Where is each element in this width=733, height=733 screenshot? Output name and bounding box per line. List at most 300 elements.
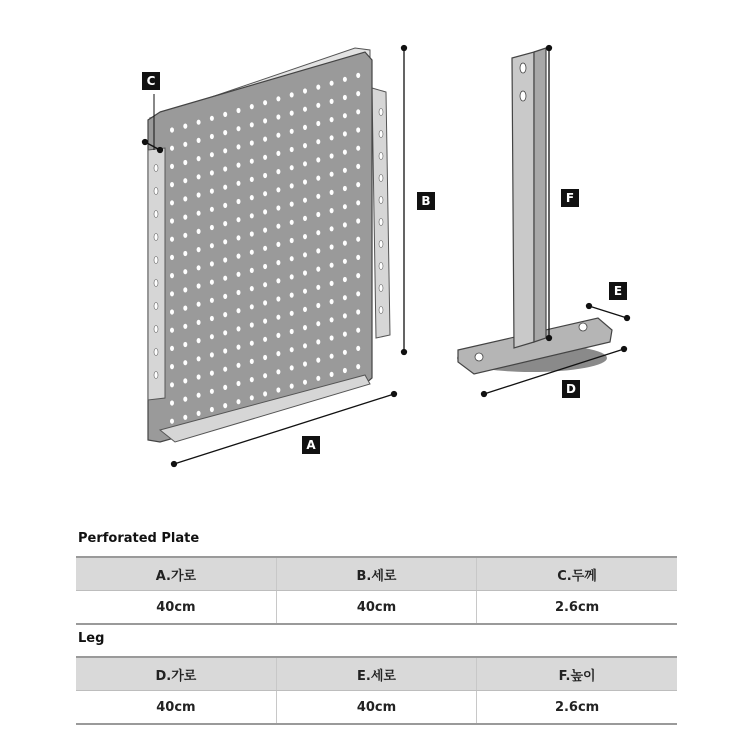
- plate-hole: [290, 165, 294, 170]
- plate-hole: [356, 346, 360, 351]
- plate-hole: [183, 196, 187, 201]
- plate-hole: [276, 224, 280, 229]
- header-cell-a: A.가로: [76, 557, 276, 591]
- plate-hole: [276, 133, 280, 138]
- plate-hole: [330, 372, 334, 377]
- plate-hole: [237, 254, 241, 259]
- plate-hole: [343, 241, 347, 246]
- plate-hole: [210, 371, 214, 376]
- plate-hole: [303, 234, 307, 239]
- plate-hole: [343, 131, 347, 136]
- plate-hole: [263, 355, 267, 360]
- plate-hole: [223, 294, 227, 299]
- plate-hole: [263, 155, 267, 160]
- plate-hole: [343, 204, 347, 209]
- plate-hole: [197, 229, 201, 234]
- plate-hole: [250, 231, 254, 236]
- plate-hole: [316, 139, 320, 144]
- plate-hole: [250, 140, 254, 145]
- plate-hole: [210, 189, 214, 194]
- plate-hole: [197, 374, 201, 379]
- plate-hole: [290, 238, 294, 243]
- plate-hole: [276, 315, 280, 320]
- plate-hole: [237, 290, 241, 295]
- plate-hole: [276, 242, 280, 247]
- plate-hole: [356, 127, 360, 132]
- plate-hole: [290, 92, 294, 97]
- plate-hole: [170, 364, 174, 369]
- plate-hole: [237, 126, 241, 131]
- plate-hole: [210, 261, 214, 266]
- plate-hole: [276, 369, 280, 374]
- header-cell-e: E.세로: [276, 657, 476, 691]
- plate-hole: [276, 96, 280, 101]
- plate-hole: [263, 209, 267, 214]
- svg-text:C: C: [146, 74, 156, 88]
- plate-hole: [276, 205, 280, 210]
- plate-hole: [183, 251, 187, 256]
- plate-hole: [223, 348, 227, 353]
- plate-hole: [250, 159, 254, 164]
- plate-hole: [356, 328, 360, 333]
- plate-hole: [330, 226, 334, 231]
- plate-hole: [183, 397, 187, 402]
- plate-hole: [250, 104, 254, 109]
- plate-hole: [263, 173, 267, 178]
- plate-hole: [223, 367, 227, 372]
- plate-hole: [316, 230, 320, 235]
- flange-slot: [379, 219, 383, 226]
- flange-slot: [154, 349, 158, 356]
- plate-hole: [343, 277, 347, 282]
- svg-text:E: E: [613, 284, 623, 298]
- plate-hole: [303, 125, 307, 130]
- plate-hole: [183, 342, 187, 347]
- plate-hole: [237, 399, 241, 404]
- plate-spec-table: [76, 556, 677, 625]
- plate-hole: [223, 330, 227, 335]
- leg-illustration: [457, 48, 612, 374]
- leg-spec-table: [76, 656, 677, 725]
- plate-hole: [210, 170, 214, 175]
- plate-hole: [170, 182, 174, 187]
- plate-hole: [210, 152, 214, 157]
- plate-hole: [250, 250, 254, 255]
- plate-hole: [316, 121, 320, 126]
- plate-hole: [210, 134, 214, 139]
- plate-hole: [223, 148, 227, 153]
- plate-hole: [170, 346, 174, 351]
- plate-hole: [356, 182, 360, 187]
- plate-hole: [303, 343, 307, 348]
- plate-hole: [316, 285, 320, 290]
- plate-hole: [356, 109, 360, 114]
- plate-hole: [276, 187, 280, 192]
- label-f: [561, 189, 579, 207]
- plate-hole: [290, 183, 294, 188]
- plate-hole: [237, 272, 241, 277]
- plate-hole: [223, 239, 227, 244]
- plate-hole: [210, 407, 214, 412]
- plate-hole: [276, 151, 280, 156]
- plate-hole: [237, 363, 241, 368]
- plate-hole: [303, 107, 307, 112]
- plate-hole: [250, 213, 254, 218]
- plate-hole: [356, 364, 360, 369]
- plate-hole: [250, 322, 254, 327]
- plate-hole: [303, 307, 307, 312]
- plate-hole: [303, 361, 307, 366]
- plate-hole: [343, 150, 347, 155]
- plate-hole: [237, 326, 241, 331]
- plate-hole: [343, 113, 347, 118]
- plate-hole: [197, 302, 201, 307]
- plate-hole: [303, 88, 307, 93]
- plate-hole: [223, 257, 227, 262]
- plate-hole: [250, 341, 254, 346]
- table-header-row: [76, 557, 677, 591]
- plate-hole: [303, 289, 307, 294]
- plate-section-title: Perforated Plate: [78, 531, 200, 546]
- plate-hole: [223, 112, 227, 117]
- plate-hole: [343, 186, 347, 191]
- plate-hole: [237, 181, 241, 186]
- plate-hole: [197, 393, 201, 398]
- plate-hole: [263, 100, 267, 105]
- plate-hole: [183, 215, 187, 220]
- plate-hole: [330, 117, 334, 122]
- plate-hole: [356, 273, 360, 278]
- plate-hole: [250, 286, 254, 291]
- plate-hole: [210, 389, 214, 394]
- plate-hole: [197, 156, 201, 161]
- plate-hole: [330, 354, 334, 359]
- plate-hole: [343, 77, 347, 82]
- plate-hole: [223, 203, 227, 208]
- plate-hole: [250, 395, 254, 400]
- plate-hole: [197, 356, 201, 361]
- plate-hole: [343, 95, 347, 100]
- plate-hole: [197, 265, 201, 270]
- plate-hole: [330, 263, 334, 268]
- plate-hole: [210, 316, 214, 321]
- header-cell-c: C.두께: [477, 557, 677, 591]
- plate-hole: [290, 129, 294, 134]
- plate-hole: [330, 99, 334, 104]
- plate-hole: [330, 208, 334, 213]
- plate-hole: [290, 111, 294, 116]
- flange-slot: [154, 188, 158, 195]
- plate-hole: [250, 359, 254, 364]
- plate-hole: [183, 287, 187, 292]
- plate-hole: [316, 358, 320, 363]
- plate-hole: [197, 411, 201, 416]
- plate-hole: [303, 179, 307, 184]
- plate-hole: [330, 135, 334, 140]
- plate-hole: [356, 164, 360, 169]
- plate-hole: [183, 324, 187, 329]
- plate-hole: [237, 235, 241, 240]
- plate-hole: [290, 256, 294, 261]
- plate-hole: [263, 228, 267, 233]
- plate-hole: [356, 218, 360, 223]
- flange-slot: [154, 165, 158, 172]
- plate-hole: [237, 144, 241, 149]
- plate-hole: [223, 130, 227, 135]
- plate-hole: [223, 403, 227, 408]
- plate-hole: [237, 199, 241, 204]
- plate-hole: [343, 313, 347, 318]
- plate-hole: [356, 237, 360, 242]
- plate-hole: [237, 163, 241, 168]
- plate-hole: [197, 247, 201, 252]
- plate-hole: [237, 217, 241, 222]
- plate-hole: [183, 160, 187, 165]
- value-cell-b: 40cm: [276, 591, 476, 625]
- flange-slot: [154, 257, 158, 264]
- plate-hole: [263, 337, 267, 342]
- plate-hole: [356, 200, 360, 205]
- plate-hole: [170, 237, 174, 242]
- plate-hole: [330, 153, 334, 158]
- plate-hole: [276, 169, 280, 174]
- plate-hole: [197, 192, 201, 197]
- plate-hole: [170, 419, 174, 424]
- plate-hole: [316, 103, 320, 108]
- plate-hole: [290, 365, 294, 370]
- flange-slot: [379, 109, 383, 116]
- plate-hole: [237, 308, 241, 313]
- plate-hole: [330, 281, 334, 286]
- plate-hole: [223, 312, 227, 317]
- plate-hole: [303, 216, 307, 221]
- svg-text:A: A: [306, 438, 316, 452]
- plate-hole: [170, 273, 174, 278]
- plate-hole: [250, 195, 254, 200]
- plate-hole: [170, 382, 174, 387]
- plate-hole: [183, 233, 187, 238]
- header-cell-d: D.가로: [76, 657, 276, 691]
- plate-hole: [237, 345, 241, 350]
- plate-hole: [197, 211, 201, 216]
- plate-hole: [183, 378, 187, 383]
- plate-hole: [170, 127, 174, 132]
- flange-slot: [154, 372, 158, 379]
- svg-text:B: B: [421, 194, 431, 208]
- plate-hole: [303, 143, 307, 148]
- plate-hole: [250, 304, 254, 309]
- flange-slot: [379, 285, 383, 292]
- plate-hole: [316, 157, 320, 162]
- plate-hole: [210, 334, 214, 339]
- plate-hole: [276, 333, 280, 338]
- plate-hole: [170, 146, 174, 151]
- plate-hole: [290, 220, 294, 225]
- flange-slot: [379, 153, 383, 160]
- plate-hole: [250, 377, 254, 382]
- plate-hole: [197, 174, 201, 179]
- plate-hole: [290, 202, 294, 207]
- leg-section-title: Leg: [78, 631, 105, 646]
- plate-hole: [183, 415, 187, 420]
- plate-hole: [343, 332, 347, 337]
- plate-hole: [170, 218, 174, 223]
- value-cell-d: 40cm: [76, 691, 276, 725]
- flange-slot: [379, 131, 383, 138]
- plate-hole: [223, 166, 227, 171]
- flange-slot: [379, 175, 383, 182]
- plate-hole: [330, 244, 334, 249]
- plate-hole: [330, 335, 334, 340]
- plate-hole: [276, 278, 280, 283]
- plate-hole: [290, 329, 294, 334]
- label-a: [302, 436, 320, 454]
- perforated-plate-illustration: [148, 48, 390, 442]
- plate-hole: [170, 400, 174, 405]
- plate-hole: [210, 298, 214, 303]
- flange-slot: [379, 307, 383, 314]
- plate-hole: [263, 191, 267, 196]
- flange-slot: [154, 280, 158, 287]
- plate-hole: [250, 122, 254, 127]
- flange-slot: [379, 241, 383, 248]
- header-cell-b: B.세로: [276, 557, 476, 591]
- plate-hole: [263, 246, 267, 251]
- plate-hole: [316, 212, 320, 217]
- flange-slot: [379, 197, 383, 204]
- plate-hole: [237, 381, 241, 386]
- plate-hole: [356, 73, 360, 78]
- value-cell-a: 40cm: [76, 591, 276, 625]
- plate-hole: [197, 338, 201, 343]
- plate-hole: [303, 198, 307, 203]
- plate-hole: [197, 120, 201, 125]
- plate-hole: [263, 282, 267, 287]
- plate-hole: [276, 387, 280, 392]
- label-e: [609, 282, 627, 300]
- plate-hole: [290, 384, 294, 389]
- plate-hole: [250, 268, 254, 273]
- plate-hole: [263, 319, 267, 324]
- plate-hole: [183, 306, 187, 311]
- flange-slot: [154, 326, 158, 333]
- plate-hole: [330, 317, 334, 322]
- table-header-row: [76, 657, 677, 691]
- plate-hole: [330, 299, 334, 304]
- svg-text:F: F: [565, 191, 575, 205]
- plate-hole: [276, 260, 280, 265]
- plate-hole: [330, 190, 334, 195]
- plate-hole: [197, 138, 201, 143]
- flange-slot: [154, 303, 158, 310]
- plate-hole: [343, 222, 347, 227]
- plate-hole: [263, 118, 267, 123]
- plate-hole: [316, 176, 320, 181]
- plate-hole: [290, 311, 294, 316]
- plate-hole: [343, 295, 347, 300]
- plate-hole: [183, 360, 187, 365]
- plate-hole: [183, 124, 187, 129]
- value-cell-e: 40cm: [276, 691, 476, 725]
- plate-hole: [170, 255, 174, 260]
- plate-hole: [343, 350, 347, 355]
- plate-hole: [290, 293, 294, 298]
- plate-hole: [316, 303, 320, 308]
- plate-hole: [263, 391, 267, 396]
- plate-hole: [197, 283, 201, 288]
- flange-slot: [379, 263, 383, 270]
- plate-hole: [276, 351, 280, 356]
- plate-hole: [316, 267, 320, 272]
- plate-hole: [210, 207, 214, 212]
- plate-hole: [210, 225, 214, 230]
- plate-hole: [223, 276, 227, 281]
- plate-hole: [330, 172, 334, 177]
- plate-hole: [223, 185, 227, 190]
- plate-hole: [356, 91, 360, 96]
- plate-hole: [343, 168, 347, 173]
- plate-hole: [356, 146, 360, 151]
- plate-hole: [250, 177, 254, 182]
- plate-hole: [290, 147, 294, 152]
- plate-hole: [210, 116, 214, 121]
- plate-hole: [210, 352, 214, 357]
- value-cell-f: 2.6cm: [477, 691, 677, 725]
- table-value-row: [76, 691, 677, 725]
- plate-hole: [223, 221, 227, 226]
- plate-hole: [276, 114, 280, 119]
- plate-hole: [170, 200, 174, 205]
- plate-hole: [223, 385, 227, 390]
- header-cell-f: F.높이: [477, 657, 677, 691]
- value-cell-c: 2.6cm: [477, 591, 677, 625]
- plate-hole: [237, 108, 241, 113]
- plate-hole: [183, 142, 187, 147]
- plate-hole: [303, 380, 307, 385]
- plate-hole: [343, 259, 347, 264]
- plate-hole: [290, 274, 294, 279]
- plate-hole: [316, 85, 320, 90]
- flange-slot: [154, 211, 158, 218]
- plate-hole: [316, 194, 320, 199]
- plate-hole: [210, 280, 214, 285]
- plate-hole: [170, 164, 174, 169]
- plate-hole: [316, 248, 320, 253]
- plate-hole: [263, 137, 267, 142]
- plate-hole: [263, 373, 267, 378]
- flange-slot: [154, 234, 158, 241]
- plate-hole: [210, 243, 214, 248]
- plate-hole: [197, 320, 201, 325]
- plate-hole: [170, 291, 174, 296]
- plate-hole: [303, 325, 307, 330]
- plate-hole: [343, 368, 347, 373]
- plate-hole: [316, 339, 320, 344]
- plate-hole: [303, 252, 307, 257]
- plate-hole: [316, 321, 320, 326]
- table-value-row: [76, 591, 677, 625]
- plate-hole: [170, 328, 174, 333]
- plate-hole: [183, 269, 187, 274]
- plate-hole: [276, 296, 280, 301]
- plate-hole: [183, 178, 187, 183]
- plate-hole: [356, 291, 360, 296]
- label-c: [142, 72, 160, 90]
- plate-hole: [356, 255, 360, 260]
- plate-hole: [263, 300, 267, 305]
- plate-hole: [290, 347, 294, 352]
- svg-text:D: D: [566, 382, 576, 396]
